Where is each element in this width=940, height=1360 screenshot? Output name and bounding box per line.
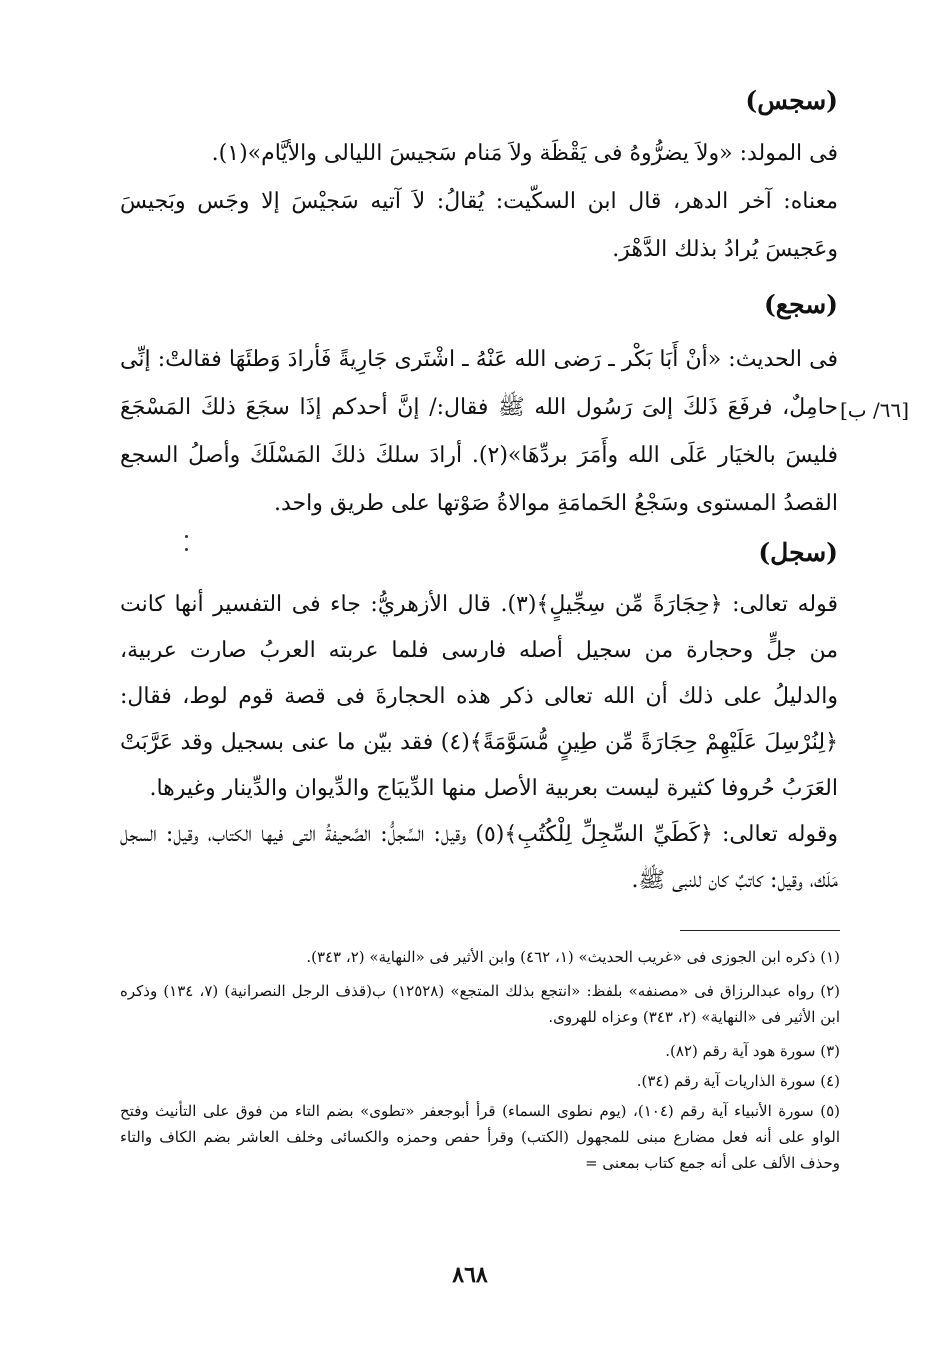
footnote-4: (٤) سورة الذاريات آية رقم (٣٤).	[636, 1072, 840, 1090]
footnote-2: (٢) رواه عبدالرزاق فى «مصنفه» بلفظ: «انتجع بذلك المتجع» (١٢٥٢٨) ب(قذف الرجل النصرانية) (٧، ١٣٤) وذكره ابن الأثير فى «النهاية» (٢، ٣٤٣) وعزاه للهروى.	[120, 982, 840, 1026]
footnote-3: (٣) سورة هود آية رقم (٨٢).	[665, 1042, 840, 1060]
page-number: ٨٦٨	[452, 1262, 488, 1288]
scan-speck	[185, 535, 188, 538]
entry-heading-sijil: (سجل)	[758, 538, 838, 567]
folio-margin-note: [٦٦/ ب]	[840, 398, 910, 422]
scan-speck	[185, 548, 188, 551]
entry-paragraph: معناه: آخر الدهر، قال ابن السكّيت: يُقالُ: لاَ آتيه سَجيْسَ إلا وجَس وبَجيسَ وعَجيسَ يُرادُ بذلك الدَّهْرَ.	[120, 189, 838, 262]
entry-paragraph: قوله تعالى: ﴿حِجَارَةً مِّن سِجِّيلٍ﴾(٣). قال الأزهريُّ: جاء فى التفسير أنها كانت من جلٍّ وحجارة من سجيل أصله فارسى فلما عربته العربُ صارت عربية، والدليلُ على ذلك أن الله تعالى ذكر هذه الحجارةَ فى قصة قوم لوط، فقال: ﴿لِنُرْسِلَ عَلَيْهِمْ حِجَارَةً مِّن طِينٍ مُّسَوَّمَةً﴾(٤) فقد بيّن ما عنى بسجيل وقد عَرَّبَتْ العَرَبُ حُروفا كثيرة ليست بعربية الأصل منها الدِّيبَاج والدِّيوان والدِّينار وغيرها.	[120, 592, 839, 801]
entry-paragraph: وقوله تعالى: ﴿كَطَيِّ السِّجِلِّ لِلْكُتُبِ﴾(٥) وقيل: السِّجلُّ: الصَّحيفةُ التى فيها الكتاب، وقيل: السجل مَلَك، وقيل: كاتبٌ كان للنبى ﷺ.	[120, 822, 838, 893]
entry-heading-sajas: (سجس)	[745, 86, 838, 115]
entry-heading-sajaa: (سجع)	[763, 290, 838, 319]
entry-body-sijil	[120, 582, 838, 904]
footnote-separator	[680, 930, 840, 931]
footnote-5: (٥) سورة الأنبياء آية رقم (١٠٤)، (يوم نطوى السماء) قرأ أبوجعفر «تطوى» بضم التاء من فوق على التأنيث وفتح الواو على أنه فعل مضارع مبنى للمجهول (الكتب) وقرأ حفص وحمزه والكسائى وخلف العاشر بضم الكاف والتاء وحذف الألف على أنه جمع كتاب بمعنى =	[120, 1102, 841, 1172]
footnotes	[120, 944, 840, 1184]
footnote-1: (١) ذكره ابن الجوزى فى «غريب الحديث» (١، ٤٦٢) وابن الأثير فى «النهاية» (٢، ٣٤٣).	[306, 948, 840, 966]
entry-body-sajaa	[120, 336, 838, 528]
entry-body-sajas	[120, 130, 838, 274]
entry-paragraph: فى الحديث: «أنْ أَبَا بَكْر ـ رَضى الله عَنْهُ ـ اشْتَرى جَارِيةً فَأرادَ وَطئَهَا فقالتْ: إنِّى حامِلٌ، فرفَعَ ذَلكَ إلىَ رَسُول الله ﷺ فقال:/ إنَّ أحدكم إذَا سجَعَ ذلكَ المَسْجَعَ فليسَ بالخيَار عَلَى الله وأَمَرَ بردِّهَا»(٢). أرادَ سلكَ ذلكَ المَسْلَكَ وأصلُ السجع القصدُ المستوى وسَجْعُ الحَمامَةِ موالاةُ صَوْتها على طريق واحد.	[120, 347, 838, 516]
entry-paragraph: فى المولد: «ولاَ يضرُّوهُ فى يَقْظَة ولاَ مَنام سَجيسَ الليالى والأيَّام»(١).	[211, 141, 838, 166]
